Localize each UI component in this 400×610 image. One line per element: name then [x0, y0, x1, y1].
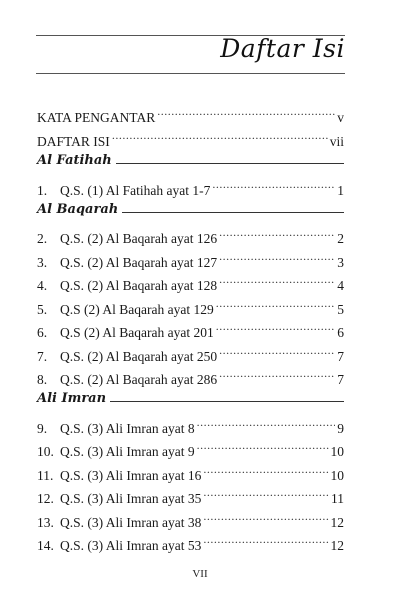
toc-row[interactable] [37, 409, 344, 436]
toc-entry-page: 11 [331, 491, 344, 506]
toc-row[interactable] [37, 171, 344, 198]
toc-entry-label: Q.S. (3) Ali Imran ayat 38 [60, 514, 202, 530]
dot-leader [197, 433, 329, 457]
toc-entry-page: 10 [330, 467, 344, 483]
toc-entry-number: 8. [37, 372, 48, 387]
header-rule-bottom [36, 73, 345, 74]
dot-leader [197, 409, 336, 433]
toc-entry-number: 14. [37, 538, 54, 553]
toc-entry-page: 3 [337, 254, 344, 270]
toc-entry-label: Q.S. (3) Ali Imran ayat 9 [60, 444, 195, 459]
dot-leader [216, 290, 336, 314]
dot-leader [157, 98, 335, 122]
section-title: Ali Imran [37, 391, 107, 406]
toc-row-kata-pengantar[interactable] [37, 98, 344, 125]
toc-entry-label: Q.S (2) Al Baqarah ayat 201 [60, 325, 214, 340]
toc-entry-label: KATA PENGANTAR [37, 109, 156, 125]
section-title: Al Fatihah [37, 153, 112, 168]
toc-entry-page: 12 [330, 514, 344, 530]
toc-entry-label: DAFTAR ISI [37, 133, 110, 149]
toc-entry-number: 10. [37, 444, 54, 459]
toc-entry-label: Q.S. (2) Al Baqarah ayat 126 [60, 231, 218, 246]
toc-entry-page: 4 [337, 278, 344, 293]
dot-leader [219, 361, 335, 385]
toc-entry-page: 10 [330, 444, 344, 459]
toc-entry-page: 7 [337, 372, 344, 387]
dot-leader [203, 503, 328, 527]
toc-entry-label: Q.S. (3) Ali Imran ayat 16 [60, 467, 202, 483]
toc-entry-page: 1 [337, 182, 344, 198]
toc-entry-number: 11. [37, 467, 54, 483]
dot-leader [203, 456, 328, 480]
toc-entry-page: 7 [337, 348, 344, 364]
dot-leader [219, 220, 335, 244]
toc-entry-label: Q.S. (3) Ali Imran ayat 8 [60, 420, 195, 436]
toc-row[interactable] [37, 220, 344, 244]
toc-entry-number: 5. [37, 301, 48, 317]
toc-entry-label: Q.S. (1) Al Fatihah ayat 1-7 [60, 182, 211, 198]
toc-entry-page: 5 [337, 301, 344, 317]
section-underline [110, 384, 344, 402]
section-heading-al-baqarah [37, 195, 344, 220]
dot-leader [219, 267, 335, 291]
dot-leader [212, 171, 335, 195]
dot-leader [203, 527, 328, 551]
toc-entry-number: 1. [37, 182, 48, 198]
toc-entry-number: 6. [37, 325, 48, 340]
table-of-contents [37, 98, 344, 553]
section-title: Al Baqarah [37, 201, 119, 217]
toc-entry-number: 3. [37, 254, 48, 270]
toc-entry-label: Q.S (2) Al Baqarah ayat 129 [60, 301, 214, 317]
toc-entry-label: Q.S. (2) Al Baqarah ayat 286 [60, 372, 218, 387]
toc-entry-number: 7. [37, 348, 48, 364]
dot-leader [216, 314, 336, 338]
toc-entry-label: Q.S. (2) Al Baqarah ayat 127 [60, 254, 218, 270]
toc-entry-page: 2 [337, 231, 344, 246]
toc-entry-page: v [337, 109, 344, 125]
toc-entry-page: vii [329, 133, 344, 149]
toc-entry-label: Q.S. (3) Ali Imran ayat 53 [60, 538, 202, 553]
toc-entry-label: Q.S. (2) Al Baqarah ayat 250 [60, 348, 218, 364]
toc-entry-page: 6 [337, 325, 344, 340]
toc-entry-number: 9. [37, 420, 48, 436]
toc-entry-number: 2. [37, 231, 48, 246]
dot-leader [219, 337, 335, 361]
toc-entry-number: 4. [37, 278, 48, 293]
section-heading-al-fatihah [37, 146, 344, 171]
dot-leader [219, 243, 335, 267]
section-underline [116, 146, 344, 164]
toc-entry-label: Q.S. (2) Al Baqarah ayat 128 [60, 278, 218, 293]
dot-leader [112, 122, 328, 146]
toc-entry-number: 13. [37, 514, 54, 530]
section-heading-ali-imran [37, 384, 344, 409]
toc-entry-page: 12 [330, 538, 344, 553]
toc-entry-page: 9 [337, 420, 344, 436]
dot-leader [203, 480, 329, 504]
page-number: VII [192, 568, 208, 580]
page-title: Daftar Isi [220, 34, 345, 63]
toc-entry-number: 12. [37, 491, 54, 506]
toc-entry-label: Q.S. (3) Ali Imran ayat 35 [60, 491, 202, 506]
section-underline [122, 195, 344, 213]
